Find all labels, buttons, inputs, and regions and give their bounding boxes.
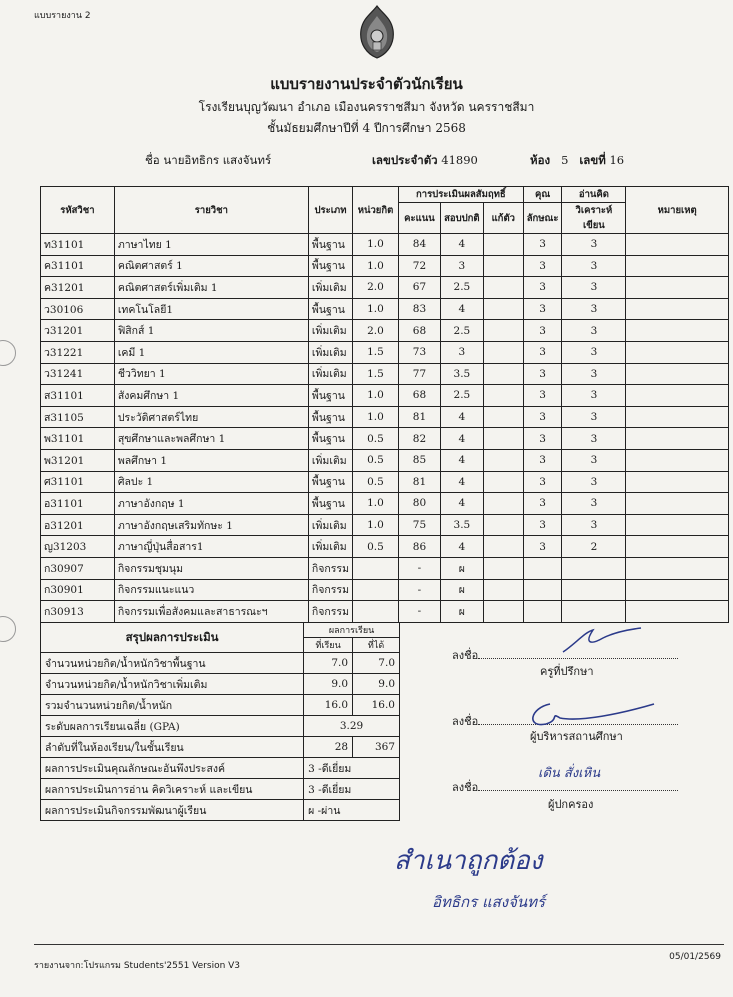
cell-score: 83 [398, 298, 440, 320]
cell-credit: 2.0 [353, 277, 399, 299]
cell-read: 3 [562, 449, 626, 471]
table-row [41, 601, 729, 623]
cell-grade: 2.5 [440, 320, 483, 342]
cell-retest [483, 298, 523, 320]
char-value: 3 -ดีเยี่ยม [304, 758, 400, 779]
cell-score: 85 [398, 449, 440, 471]
cell-retest [483, 255, 523, 277]
cell-grade: 4 [440, 298, 483, 320]
rank-room: 28 [304, 737, 353, 758]
cell-code: ก30901 [41, 579, 115, 601]
cell-grade: 3.5 [440, 514, 483, 536]
cell-note [626, 536, 729, 558]
cell-retest [483, 557, 523, 579]
level-line: ชั้นมัธยมศึกษาปีที่ 4 ปีการศึกษา 2568 [267, 121, 466, 135]
cell-score: 75 [398, 514, 440, 536]
cell-grade: 4 [440, 428, 483, 450]
cell-code: ว31241 [41, 363, 115, 385]
summary-value: 7.0 [353, 653, 400, 674]
cell-retest [483, 320, 523, 342]
cell-note [626, 255, 729, 277]
cell-note [626, 277, 729, 299]
table-row [41, 514, 729, 536]
cell-code: ส31105 [41, 406, 115, 428]
table-row [41, 277, 729, 299]
cell-code: ว31221 [41, 341, 115, 363]
cell-credit [353, 601, 399, 623]
report-title: แบบรายงานประจำตัวนักเรียน [270, 75, 463, 93]
cell-note [626, 557, 729, 579]
cell-subject: เคมี 1 [114, 341, 308, 363]
cell-read: 3 [562, 298, 626, 320]
cell-char: 3 [523, 493, 562, 515]
cell-grade: 4 [440, 406, 483, 428]
table-row [41, 298, 729, 320]
cell-credit: 1.0 [353, 406, 399, 428]
cell-grade: ผ [440, 557, 483, 579]
cell-char: 3 [523, 514, 562, 536]
cell-grade: ผ [440, 601, 483, 623]
director-title: ผู้บริหารสถานศึกษา [530, 730, 623, 743]
cell-retest [483, 428, 523, 450]
cell-type: เพิ่มเติม [308, 514, 352, 536]
certified-copy-handwriting: สำเนาถูกต้อง [394, 846, 543, 876]
cell-type: พื้นฐาน [308, 298, 352, 320]
cell-char: 3 [523, 536, 562, 558]
cell-code: ส31101 [41, 385, 115, 407]
footer-program: รายงานจาก:โปรแกรม Students'2551 Version V3 [34, 961, 241, 971]
parent-title: ผู้ปกครอง [548, 798, 594, 811]
rank-label: ลำดับที่ในห้องเรียน/ในชั้นเรียน [41, 737, 304, 758]
summary-table [40, 622, 400, 821]
table-row [41, 493, 729, 515]
header-read2: วิเคราะห์เขียน [562, 203, 626, 234]
cell-score: - [398, 557, 440, 579]
room-block [530, 152, 624, 170]
cell-code: ก30913 [41, 601, 115, 623]
binder-hole [0, 340, 16, 366]
read-value: 3 -ดีเยี่ยม [304, 779, 400, 800]
footer-divider [34, 944, 724, 945]
cell-char: 3 [523, 234, 562, 256]
cell-retest [483, 471, 523, 493]
cell-type: เพิ่มเติม [308, 363, 352, 385]
cell-retest [483, 601, 523, 623]
cell-read: 3 [562, 320, 626, 342]
summary-label: รวมจำนวนหน่วยกิต/น้ำหนัก [41, 695, 304, 716]
cell-retest [483, 363, 523, 385]
cell-grade: 3.5 [440, 363, 483, 385]
cell-code: พ31101 [41, 428, 115, 450]
table-row [41, 363, 729, 385]
header-note: หมายเหตุ [626, 187, 729, 234]
table-row [41, 320, 729, 342]
cell-grade: 2.5 [440, 277, 483, 299]
cell-score: 80 [398, 493, 440, 515]
student-id-block [372, 152, 478, 170]
cell-type: พื้นฐาน [308, 406, 352, 428]
cell-type: กิจกรรม [308, 601, 352, 623]
cell-char: 3 [523, 428, 562, 450]
cell-subject: ฟิสิกส์ 1 [114, 320, 308, 342]
table-row [41, 471, 729, 493]
table-row [41, 385, 729, 407]
cell-note [626, 385, 729, 407]
cell-subject: พลศึกษา 1 [114, 449, 308, 471]
cell-type: พื้นฐาน [308, 234, 352, 256]
read-label: ผลการประเมินการอ่าน คิดวิเคราะห์ และเขียน [41, 779, 304, 800]
cell-grade: 3 [440, 341, 483, 363]
cell-score: 68 [398, 385, 440, 407]
cell-char: 3 [523, 406, 562, 428]
cell-retest [483, 449, 523, 471]
summary-col-learned: ที่เรียน [304, 638, 353, 653]
cell-type: พื้นฐาน [308, 428, 352, 450]
room-label: ห้อง [530, 153, 551, 167]
table-row [41, 428, 729, 450]
cell-credit [353, 557, 399, 579]
sign-label: ลงชื่อ [452, 781, 479, 794]
cell-credit: 1.5 [353, 363, 399, 385]
cell-char [523, 601, 562, 623]
cell-char: 3 [523, 320, 562, 342]
cell-read: 3 [562, 406, 626, 428]
cell-retest [483, 493, 523, 515]
cell-code: ว30106 [41, 298, 115, 320]
header-char2: ลักษณะ [523, 203, 562, 234]
cell-note [626, 234, 729, 256]
cell-note [626, 579, 729, 601]
cell-grade: 4 [440, 449, 483, 471]
cell-subject: ภาษาอังกฤษเสริมทักษะ 1 [114, 514, 308, 536]
cell-type: กิจกรรม [308, 557, 352, 579]
cell-grade: 4 [440, 493, 483, 515]
cell-credit: 1.0 [353, 514, 399, 536]
cell-retest [483, 514, 523, 536]
cell-score: 68 [398, 320, 440, 342]
cell-score: 73 [398, 341, 440, 363]
cell-char [523, 579, 562, 601]
cell-type: พื้นฐาน [308, 255, 352, 277]
sign-label: ลงชื่อ [452, 649, 479, 662]
table-row [41, 341, 729, 363]
cell-type: พื้นฐาน [308, 471, 352, 493]
header-score: คะแนน [398, 203, 440, 234]
activity-value: ผ -ผ่าน [304, 800, 400, 821]
cell-read: 3 [562, 234, 626, 256]
cell-credit: 0.5 [353, 449, 399, 471]
cell-type: กิจกรรม [308, 579, 352, 601]
cell-code: ค31101 [41, 255, 115, 277]
cell-type: เพิ่มเติม [308, 320, 352, 342]
summary-label: จำนวนหน่วยกิต/น้ำหนักวิชาพื้นฐาน [41, 653, 304, 674]
cell-note [626, 363, 729, 385]
student-handwriting: อิทธิกร แสงจันทร์ [432, 893, 546, 911]
cell-note [626, 471, 729, 493]
cell-code: ก30907 [41, 557, 115, 579]
cell-code: อ31101 [41, 493, 115, 515]
summary-value: 9.0 [304, 674, 353, 695]
summary-value: 16.0 [304, 695, 353, 716]
cell-subject: คณิตศาสตร์ 1 [114, 255, 308, 277]
cell-note [626, 298, 729, 320]
school-emblem-icon [353, 4, 401, 60]
table-row [41, 234, 729, 256]
cell-char: 3 [523, 471, 562, 493]
header-retest: แก้ตัว [483, 203, 523, 234]
student-name-block [145, 152, 271, 170]
summary-label: จำนวนหน่วยกิต/น้ำหนักวิชาเพิ่มเติม [41, 674, 304, 695]
cell-retest [483, 277, 523, 299]
cell-read: 3 [562, 385, 626, 407]
cell-note [626, 341, 729, 363]
cell-read: 3 [562, 363, 626, 385]
summary-value: 16.0 [353, 695, 400, 716]
cell-retest [483, 579, 523, 601]
cell-read: 3 [562, 428, 626, 450]
cell-score: 72 [398, 255, 440, 277]
cell-char: 3 [523, 277, 562, 299]
char-label: ผลการประเมินคุณลักษณะอันพึงประสงค์ [41, 758, 304, 779]
cell-score: 67 [398, 277, 440, 299]
gpa-value: 3.29 [304, 716, 400, 737]
cell-read [562, 579, 626, 601]
cell-type: พื้นฐาน [308, 385, 352, 407]
table-row [41, 449, 729, 471]
summary-value: 7.0 [304, 653, 353, 674]
cell-note [626, 514, 729, 536]
no-label: เลขที่ [579, 153, 606, 167]
advisor-signature-icon [555, 624, 645, 658]
cell-read: 3 [562, 514, 626, 536]
summary-col-obtained: ที่ได้ [353, 638, 400, 653]
cell-credit: 0.5 [353, 471, 399, 493]
cell-credit: 1.0 [353, 298, 399, 320]
cell-note [626, 406, 729, 428]
cell-char [523, 557, 562, 579]
cell-subject: ภาษาไทย 1 [114, 234, 308, 256]
header-grade: สอบปกติ [440, 203, 483, 234]
school-line: โรงเรียนบุญวัฒนา อำเภอ เมืองนครราชสีมา จังหวัด นครราชสีมา [198, 100, 535, 114]
cell-score: 81 [398, 406, 440, 428]
cell-credit: 0.5 [353, 536, 399, 558]
cell-grade: ผ [440, 579, 483, 601]
cell-subject: ภาษาอังกฤษ 1 [114, 493, 308, 515]
cell-subject: กิจกรรมชุมนุม [114, 557, 308, 579]
gpa-label: ระดับผลการเรียนเฉลี่ย (GPA) [41, 716, 304, 737]
cell-code: ญ31203 [41, 536, 115, 558]
cell-code: ว31201 [41, 320, 115, 342]
footer-date: 05/01/2569 [669, 952, 721, 962]
binder-hole [0, 616, 16, 642]
cell-type: พื้นฐาน [308, 493, 352, 515]
cell-read: 3 [562, 341, 626, 363]
cell-subject: สุขศึกษาและพลศึกษา 1 [114, 428, 308, 450]
cell-grade: 2.5 [440, 385, 483, 407]
cell-subject: คณิตศาสตร์เพิ่มเติม 1 [114, 277, 308, 299]
cell-subject: ชีววิทยา 1 [114, 363, 308, 385]
cell-note [626, 449, 729, 471]
cell-char: 3 [523, 341, 562, 363]
cell-credit: 1.0 [353, 234, 399, 256]
activity-label: ผลการประเมินกิจกรรมพัฒนาผู้เรียน [41, 800, 304, 821]
cell-type: เพิ่มเติม [308, 449, 352, 471]
cell-subject: ภาษาญี่ปุ่นสื่อสาร1 [114, 536, 308, 558]
student-name: นายอิทธิกร แสงจันทร์ [163, 153, 272, 167]
cell-code: ศ31101 [41, 471, 115, 493]
cell-subject: สังคมศึกษา 1 [114, 385, 308, 407]
header-credit: หน่วยกิต [353, 187, 399, 234]
cell-read: 3 [562, 255, 626, 277]
cell-score: 84 [398, 234, 440, 256]
header-subject: รายวิชา [114, 187, 308, 234]
table-row [41, 536, 729, 558]
cell-subject: ประวัติศาสตร์ไทย [114, 406, 308, 428]
cell-char: 3 [523, 298, 562, 320]
header-type: ประเภท [308, 187, 352, 234]
summary-title: สรุปผลการประเมิน [41, 623, 304, 653]
cell-char: 3 [523, 385, 562, 407]
cell-read [562, 557, 626, 579]
cell-score: - [398, 579, 440, 601]
summary-result-header: ผลการเรียน [304, 623, 400, 638]
cell-subject: เทคโนโลยี1 [114, 298, 308, 320]
cell-credit: 0.5 [353, 428, 399, 450]
cell-char: 3 [523, 449, 562, 471]
advisor-title: ครูที่ปรึกษา [540, 665, 594, 678]
cell-retest [483, 385, 523, 407]
cell-credit [353, 579, 399, 601]
cell-note [626, 493, 729, 515]
cell-grade: 4 [440, 536, 483, 558]
cell-credit: 1.5 [353, 341, 399, 363]
cell-score: - [398, 601, 440, 623]
cell-read: 3 [562, 493, 626, 515]
grades-table [40, 186, 729, 623]
header-code: รหัสวิชา [41, 187, 115, 234]
sign-label: ลงชื่อ [452, 715, 479, 728]
cell-code: อ31201 [41, 514, 115, 536]
rank-level: 367 [353, 737, 400, 758]
no-value: 16 [609, 153, 625, 167]
cell-credit: 1.0 [353, 255, 399, 277]
cell-type: เพิ่มเติม [308, 536, 352, 558]
cell-retest [483, 234, 523, 256]
cell-char: 3 [523, 363, 562, 385]
header-eval: การประเมินผลสัมฤทธิ์ [398, 187, 523, 203]
cell-subject: กิจกรรมเพื่อสังคมและสาธารณะฯ [114, 601, 308, 623]
cell-score: 77 [398, 363, 440, 385]
cell-note [626, 320, 729, 342]
summary-value: 9.0 [353, 674, 400, 695]
id-label: เลขประจำตัว [372, 153, 438, 167]
cell-retest [483, 406, 523, 428]
cell-score: 81 [398, 471, 440, 493]
header-char: คุณ [523, 187, 562, 203]
cell-read: 2 [562, 536, 626, 558]
cell-retest [483, 341, 523, 363]
cell-grade: 4 [440, 234, 483, 256]
cell-grade: 3 [440, 255, 483, 277]
table-row [41, 579, 729, 601]
cell-read: 3 [562, 277, 626, 299]
table-row [41, 255, 729, 277]
cell-subject: ศิลปะ 1 [114, 471, 308, 493]
cell-code: พ31201 [41, 449, 115, 471]
table-row [41, 557, 729, 579]
cell-credit: 1.0 [353, 493, 399, 515]
cell-credit: 2.0 [353, 320, 399, 342]
cell-note [626, 428, 729, 450]
cell-type: เพิ่มเติม [308, 277, 352, 299]
cell-grade: 4 [440, 471, 483, 493]
parent-handwriting: เดิน สั่งเหิน [538, 766, 601, 781]
cell-credit: 1.0 [353, 385, 399, 407]
header-read: อ่านคิด [562, 187, 626, 203]
cell-char: 3 [523, 255, 562, 277]
cell-read: 3 [562, 471, 626, 493]
cell-subject: กิจกรรมแนะแนว [114, 579, 308, 601]
cell-note [626, 601, 729, 623]
cell-retest [483, 536, 523, 558]
table-row [41, 406, 729, 428]
cell-type: เพิ่มเติม [308, 341, 352, 363]
cell-code: ท31101 [41, 234, 115, 256]
cell-read [562, 601, 626, 623]
student-id: 41890 [441, 153, 478, 167]
cell-code: ค31201 [41, 277, 115, 299]
room-value: 5 [561, 153, 569, 167]
name-label: ชื่อ [145, 153, 160, 167]
form-number: แบบรายงาน 2 [34, 11, 91, 21]
cell-score: 86 [398, 536, 440, 558]
cell-score: 82 [398, 428, 440, 450]
